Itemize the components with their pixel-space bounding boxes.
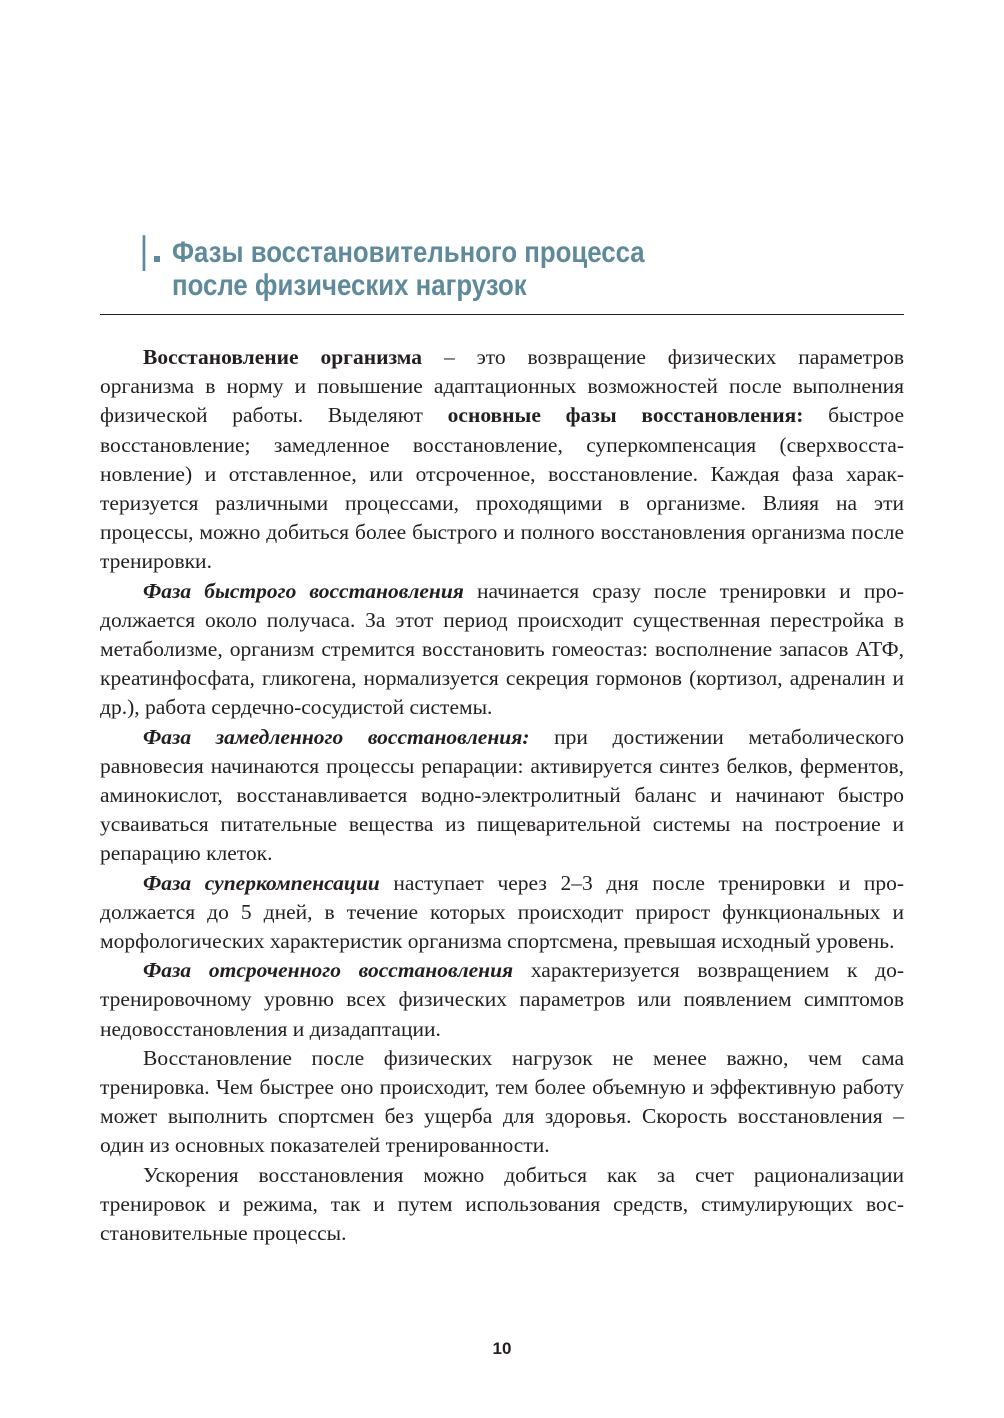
paragraph-4	[100, 869, 904, 957]
header-divider	[100, 314, 904, 315]
paragraph-5	[100, 956, 904, 1044]
paragraph-3-term: Фаза замедленного восстановления:	[143, 724, 530, 749]
paragraph-1-text-2: быстрое восстановление; замедленное восстановление, суперкомпенсация (сверхвосстановление) и отставленное, или отсроченное, восстановление. Каждая фаза характеризуется различными процессами, проходящими в организме. Влияя на эти процессы, можно добиться более быстрого и полного восстановления организма после тренировки.	[100, 403, 904, 574]
paragraph-2	[100, 577, 904, 723]
paragraph-3-text: при достижении метаболического равновесия начинаются процессы репарации: активируется синтез белков, ферментов, аминокислот, восстанавливается водно-электролитный баланс и начинают быстро усваиваться питательные вещества из пищеварительной системы на построение и репарацию клеток.	[100, 724, 905, 866]
chapter-title-line2: после физических нагрузок	[172, 269, 527, 302]
paragraph-1-text: – это возвращение физических параметров организма в норму и повышение адаптационных возможностей после выполнения физической работы. Выделяют	[100, 345, 904, 428]
paragraph-1-term: Восстановление организма	[143, 345, 423, 369]
paragraph-6: Восстановление после физических нагрузок не менее важно, чем сама тренировка. Чем быстрее оно происходит, тем более объемную и эффективную работу может выполнить спортсмен без ущерба для здоровья. Скорость восстановления – один из основных показателей тренированности.	[100, 1045, 904, 1158]
paragraph-5-term: Фаза отсроченного восстановления	[143, 958, 514, 983]
paragraph-1	[100, 343, 904, 577]
chapter-title	[172, 236, 645, 302]
paragraph-2-term: Фаза быстрого восстановления	[143, 578, 464, 603]
chapter-number: I	[140, 225, 148, 283]
paragraph-3	[100, 723, 904, 869]
chapter-title-line1: Фазы восстановительного процесса	[172, 236, 645, 269]
paragraph-2-text: начинается сразу после тренировки и продолжается около получаса. За этот период происходит существенная перестройка в метаболизме, организм стремится восстановить гомеостаз: восполнение запасов АТФ, креатинфосфата, гликогена, нормализуется секреция гормонов (кортизол, адреналин и др.), работа сердечно-сосудистой системы.	[100, 578, 905, 720]
paragraph-7: Ускорения восстановления можно добиться как за счет рационализации тренировок и режима, так и путем использования средств, стимулирующих восстановительные процессы.	[100, 1162, 904, 1246]
paragraph-5-text: характеризуется возвращением к дотренировочному уровню всех физических параметров или появлением симптомов недовосстановления и дизадаптации.	[100, 958, 904, 1041]
paragraph-4-term: Фаза суперкомпенсации	[143, 870, 380, 895]
chapter-number-dot	[154, 256, 160, 262]
paragraph-4-text: наступает через 2–3 дня после тренировки и продолжается до 5 дней, в течение которых происходит прирост функциональных и морфологических характеристик организма спортсмена, превышая исходный уровень.	[100, 870, 904, 954]
page-number: 10	[492, 1339, 512, 1358]
body-text	[100, 343, 904, 1248]
paragraph-1-bold-phrase: основные фазы восстановления:	[447, 403, 804, 428]
